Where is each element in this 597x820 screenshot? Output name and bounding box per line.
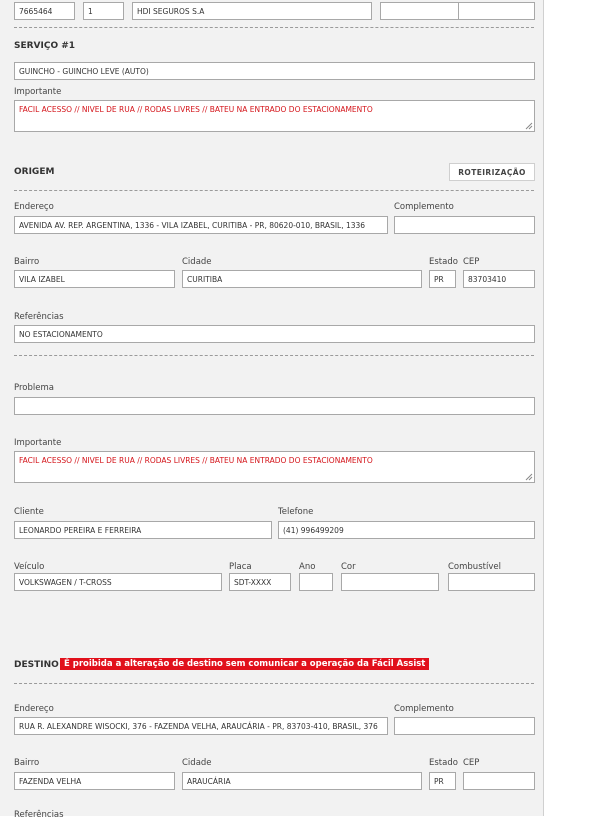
fuel-field[interactable] bbox=[448, 573, 535, 591]
origin-section-title: ORIGEM bbox=[14, 167, 55, 177]
problem-label: Problema bbox=[14, 383, 54, 393]
plate-field[interactable]: SDT-XXXX bbox=[229, 573, 291, 591]
origin-state-label: Estado bbox=[429, 257, 458, 267]
color-label: Cor bbox=[341, 562, 356, 572]
service-important-label: Importante bbox=[14, 87, 62, 97]
origin-complement-field[interactable] bbox=[394, 216, 535, 234]
origin-complement-label: Complemento bbox=[394, 202, 454, 212]
client-label: Cliente bbox=[14, 507, 44, 517]
destination-state-field[interactable]: PR bbox=[429, 772, 456, 790]
origin-city-field[interactable]: CURITIBA bbox=[182, 270, 422, 288]
plate-label: Placa bbox=[229, 562, 252, 572]
service-important-textarea[interactable] bbox=[14, 100, 535, 132]
case-sequence-field[interactable]: 1 bbox=[83, 2, 124, 20]
origin-address-label: Endereço bbox=[14, 202, 54, 212]
insurer-field[interactable]: HDI SEGUROS S.A bbox=[132, 2, 372, 20]
service-important-text: FACIL ACESSO // NIVEL DE RUA // RODAS LIVRES // BATEU NA ENTRADO DO ESTACIONAMENTO bbox=[19, 105, 373, 114]
destination-cep-label: CEP bbox=[463, 758, 480, 768]
origin-cep-label: CEP bbox=[463, 257, 480, 267]
destination-warning-badge: É proibida a alteração de destino sem comunicar a operação da Fácil Assist bbox=[60, 658, 429, 670]
important-label: Importante bbox=[14, 438, 62, 448]
divider bbox=[14, 27, 534, 28]
destination-city-field[interactable]: ARAUCÁRIA bbox=[182, 772, 422, 790]
top-field-5[interactable] bbox=[458, 2, 535, 20]
origin-city-label: Cidade bbox=[182, 257, 212, 267]
client-field[interactable]: LEONARDO PEREIRA E FERREIRA bbox=[14, 521, 272, 539]
destination-references-label: Referências bbox=[14, 810, 64, 820]
important-text: FACIL ACESSO // NIVEL DE RUA // RODAS LIVRES // BATEU NA ENTRADO DO ESTACIONAMENTO bbox=[19, 456, 373, 465]
destination-district-field[interactable]: FAZENDA VELHA bbox=[14, 772, 175, 790]
phone-field[interactable]: (41) 996499209 bbox=[278, 521, 535, 539]
destination-section-title: DESTINO bbox=[14, 660, 59, 670]
year-label: Ano bbox=[299, 562, 316, 572]
origin-state-field[interactable]: PR bbox=[429, 270, 456, 288]
origin-district-field[interactable]: VILA IZABEL bbox=[14, 270, 175, 288]
destination-city-label: Cidade bbox=[182, 758, 212, 768]
divider bbox=[14, 190, 534, 191]
service-section-title: SERVIÇO #1 bbox=[14, 41, 76, 51]
resize-grip-icon[interactable] bbox=[525, 122, 533, 130]
top-field-4[interactable] bbox=[380, 2, 459, 20]
divider bbox=[14, 683, 534, 684]
destination-complement-field[interactable] bbox=[394, 717, 535, 735]
routing-button[interactable]: ROTEIRIZAÇÃO bbox=[449, 163, 535, 181]
case-number-field[interactable]: 7665464 bbox=[14, 2, 75, 20]
important-textarea[interactable] bbox=[14, 451, 535, 483]
destination-address-field[interactable]: RUA R. ALEXANDRE WISOCKI, 376 - FAZENDA VELHA, ARAUCÁRIA - PR, 83703-410, BRASIL, 376 bbox=[14, 717, 388, 735]
color-field[interactable] bbox=[341, 573, 439, 591]
destination-address-label: Endereço bbox=[14, 704, 54, 714]
destination-state-label: Estado bbox=[429, 758, 458, 768]
service-field[interactable]: GUINCHO - GUINCHO LEVE (AUTO) bbox=[14, 62, 535, 80]
problem-field[interactable] bbox=[14, 397, 535, 415]
fuel-label: Combustível bbox=[448, 562, 501, 572]
origin-address-field[interactable]: AVENIDA AV. REP. ARGENTINA, 1336 - VILA IZABEL, CURITIBA - PR, 80620-010, BRASIL, 1336 bbox=[14, 216, 388, 234]
destination-complement-label: Complemento bbox=[394, 704, 454, 714]
origin-references-label: Referências bbox=[14, 312, 64, 322]
origin-district-label: Bairro bbox=[14, 257, 40, 267]
phone-label: Telefone bbox=[278, 507, 314, 517]
origin-references-field[interactable]: NO ESTACIONAMENTO bbox=[14, 325, 535, 343]
divider bbox=[14, 355, 534, 356]
resize-grip-icon[interactable] bbox=[525, 473, 533, 481]
origin-cep-field[interactable]: 83703410 bbox=[463, 270, 535, 288]
destination-district-label: Bairro bbox=[14, 758, 40, 768]
vehicle-label: Veículo bbox=[14, 562, 45, 572]
year-field[interactable] bbox=[299, 573, 333, 591]
destination-cep-field[interactable] bbox=[463, 772, 535, 790]
vehicle-field[interactable]: VOLKSWAGEN / T-CROSS bbox=[14, 573, 222, 591]
